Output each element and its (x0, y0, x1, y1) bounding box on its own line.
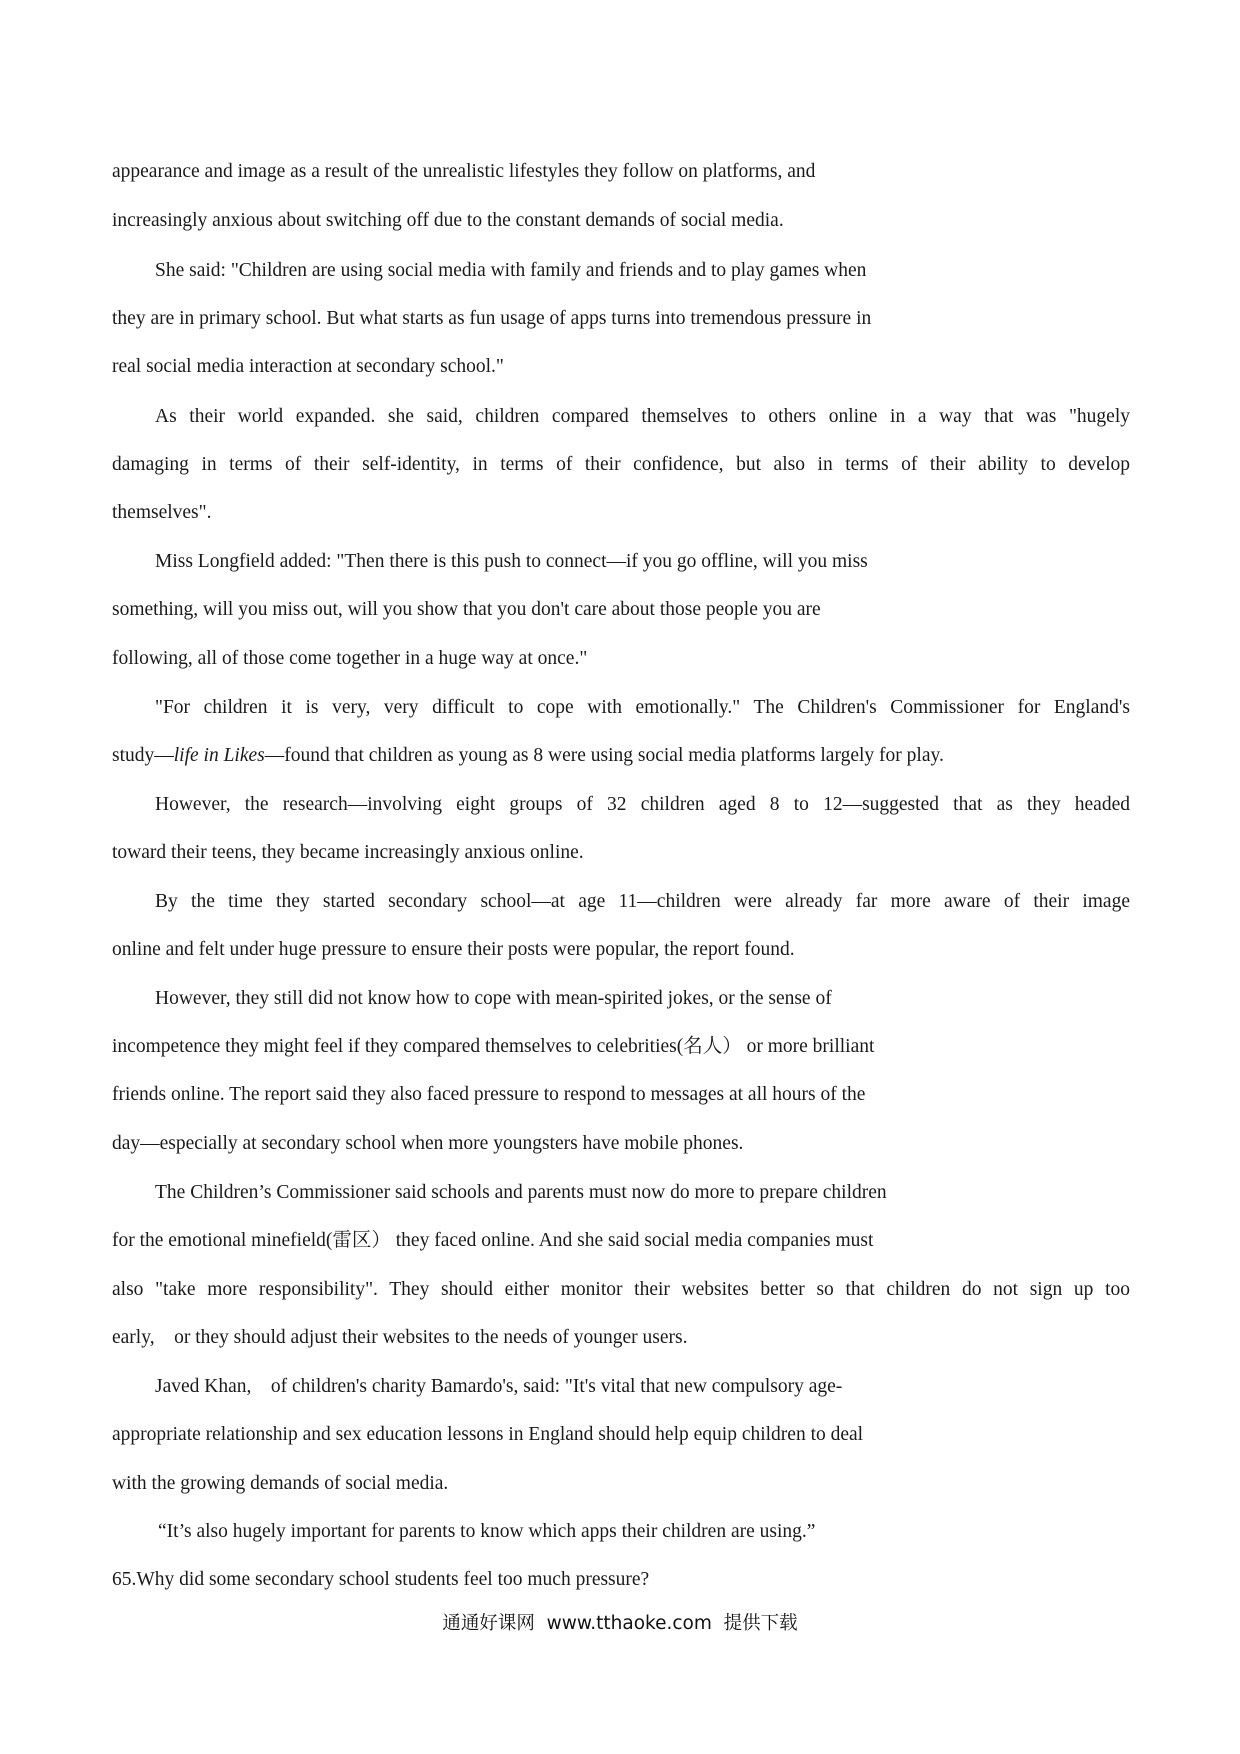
text-line: Miss Longfield added: "Then there is this push to connect—if you go offline, will you miss (155, 551, 868, 572)
study-title: life in Likes (173, 745, 265, 766)
text-line: friends online. The report said they also faced pressure to respond to messages at all hours of the (112, 1084, 866, 1105)
text-line: incompetence they might feel if they compared themselves to celebrities(名人） or more brilliant (112, 1036, 875, 1057)
text-span: study— (112, 745, 174, 766)
text-span: —found that children as young as 8 were using social media platforms largely for play. (264, 745, 944, 766)
page-footer: 通通好课网 www.tthaoke.com 提供下载 (442, 1613, 798, 1634)
text-line: “It’s also hugely important for parents to know which apps their children are using.” (158, 1521, 816, 1542)
text-line: online and felt under huge pressure to ensure their posts were popular, the report found. (112, 939, 795, 960)
text-line: real social media interaction at secondary school." (112, 356, 504, 377)
text-line: following, all of those come together in a huge way at once." (112, 648, 588, 669)
text-line: However, they still did not know how to cope with mean-spirited jokes, or the sense of (155, 988, 832, 1009)
text-line: "For children it is very, very difficult to cope with emotionally." The Children's Commissioner for England's (155, 697, 1130, 718)
text-line: early, or they should adjust their websites to the needs of younger users. (112, 1327, 688, 1348)
text-line: something, will you miss out, will you show that you don't care about those people you are (112, 599, 821, 620)
text-line (112, 743, 944, 769)
text-line: As their world expanded. she said, children compared themselves to others online in a way that was "hugely (155, 406, 1130, 427)
text-line: damaging in terms of their self-identity, in terms of their confidence, but also in terms of their ability to develop (112, 454, 1130, 475)
text-line: appearance and image as a result of the unrealistic lifestyles they follow on platforms, and (112, 161, 816, 182)
question-65: 65.Why did some secondary school students feel too much pressure? (112, 1569, 650, 1590)
text-line: Javed Khan, of children's charity Bamardo's, said: "It's vital that new compulsory age- (155, 1376, 843, 1397)
text-line: they are in primary school. But what starts as fun usage of apps turns into tremendous pressure in (112, 308, 872, 329)
text-line: for the emotional minefield(雷区） they faced online. And she said social media companies must (112, 1230, 874, 1251)
text-line: She said: "Children are using social media with family and friends and to play games when (155, 260, 867, 281)
text-line: with the growing demands of social media. (112, 1473, 449, 1494)
text-line: toward their teens, they became increasingly anxious online. (112, 842, 584, 863)
text-line: increasingly anxious about switching off due to the constant demands of social media. (112, 210, 784, 231)
text-line: The Children’s Commissioner said schools and parents must now do more to prepare children (155, 1182, 887, 1203)
text-line: day—especially at secondary school when more youngsters have mobile phones. (112, 1133, 744, 1154)
text-line: By the time they started secondary school—at age 11—children were already far more aware of their image (155, 891, 1130, 912)
text-line: also "take more responsibility". They should either monitor their websites better so that children do not sign up too (112, 1279, 1130, 1300)
text-line: themselves". (112, 502, 212, 523)
text-line: However, the research—involving eight groups of 32 children aged 8 to 12—suggested that as they headed (155, 794, 1130, 815)
text-line: appropriate relationship and sex education lessons in England should help equip children to deal (112, 1424, 864, 1445)
